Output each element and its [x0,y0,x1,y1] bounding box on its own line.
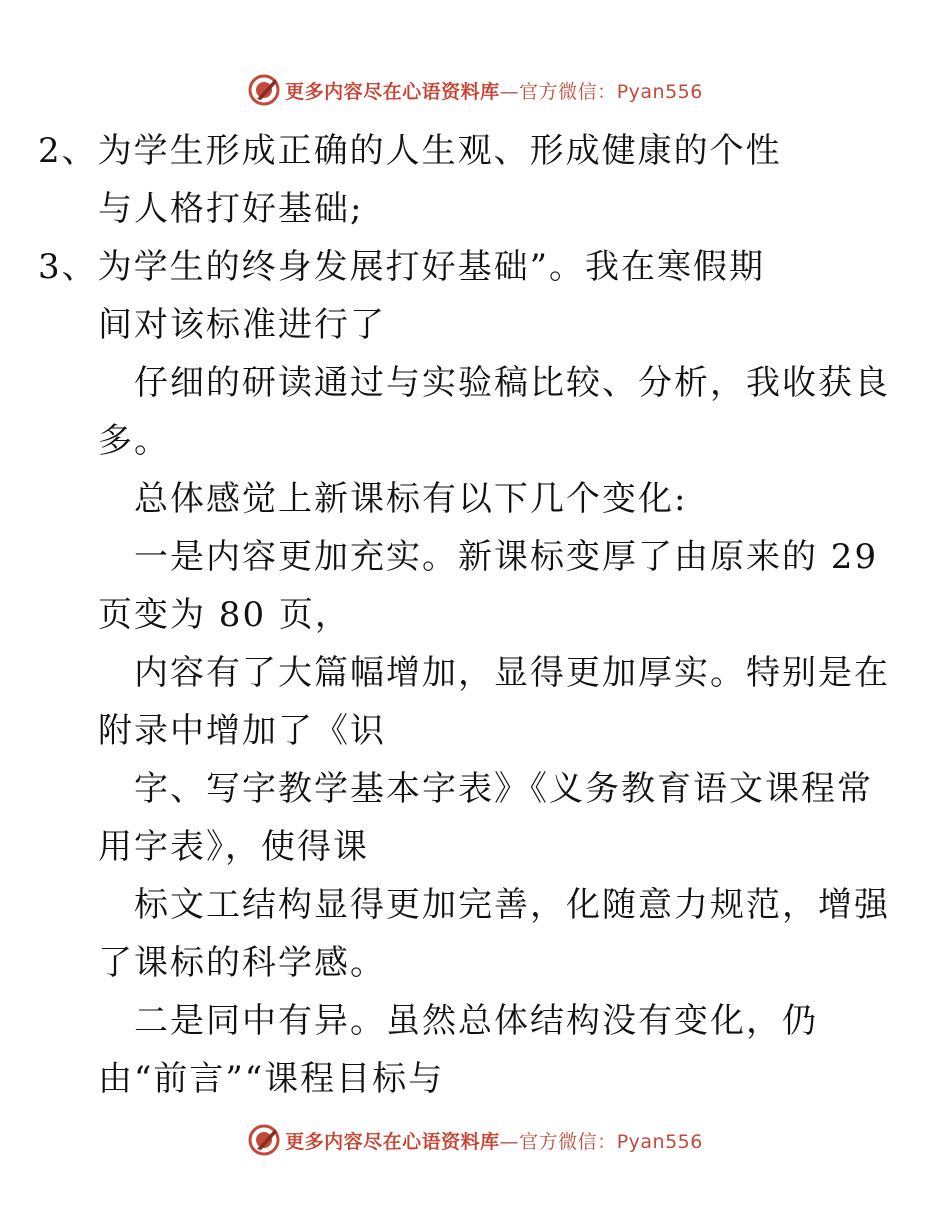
body-line: 仔细的研读通过与实验稿比较、分析，我收获良 [134,363,890,403]
body-line: 3、为学生的终身发展打好基础”。我在寒假期 [38,247,766,287]
body-line: 与人格打好基础; [98,189,364,229]
body-line: 附录中增加了《识 [98,711,386,751]
header-separator: — [499,80,520,103]
body-line: 字、写字教学基本字表》《义务教育语文课程常 [134,769,873,809]
footer-wechat-id: Pyan556 [616,1130,703,1153]
body-line: 由“前言”“课程目标与 [98,1059,445,1099]
body-line: 总体感觉上新课标有以下几个变化: [134,479,688,519]
body-line: 页变为 80 页， [98,595,351,635]
header-banner-text [285,77,703,104]
body-line: 2、为学生形成正确的人生观、形成健康的个性 [38,131,782,171]
footer-banner-text [285,1127,703,1154]
quill-logo-icon [247,1123,281,1157]
footer-wechat-label: 官方微信： [519,1130,617,1153]
footer-banner [0,1120,950,1160]
header-wechat-id: Pyan556 [616,80,703,103]
header-wechat-label: 官方微信： [519,80,617,103]
footer-separator: — [499,1130,520,1153]
body-line: 一是内容更加充实。新课标变厚了由原来的 29 [134,537,879,577]
footer-site-text: 更多内容尽在心语资料库 [285,1130,500,1153]
quill-logo-icon [247,73,281,107]
body-line: 二是同中有异。虽然总体结构没有变化，仍 [134,1001,818,1041]
header-banner [0,70,950,110]
body-line: 间对该标准进行了 [98,305,386,345]
body-line: 用字表》，使得课 [98,827,369,867]
header-site-text: 更多内容尽在心语资料库 [285,80,500,103]
body-line: 内容有了大篇幅增加，显得更加厚实。特别是在 [134,653,890,693]
body-line: 标文工结构显得更加完善，化随意力规范，增强 [134,885,890,925]
body-line: 多。 [98,421,170,461]
body-line: 了课标的科学感。 [98,943,386,983]
